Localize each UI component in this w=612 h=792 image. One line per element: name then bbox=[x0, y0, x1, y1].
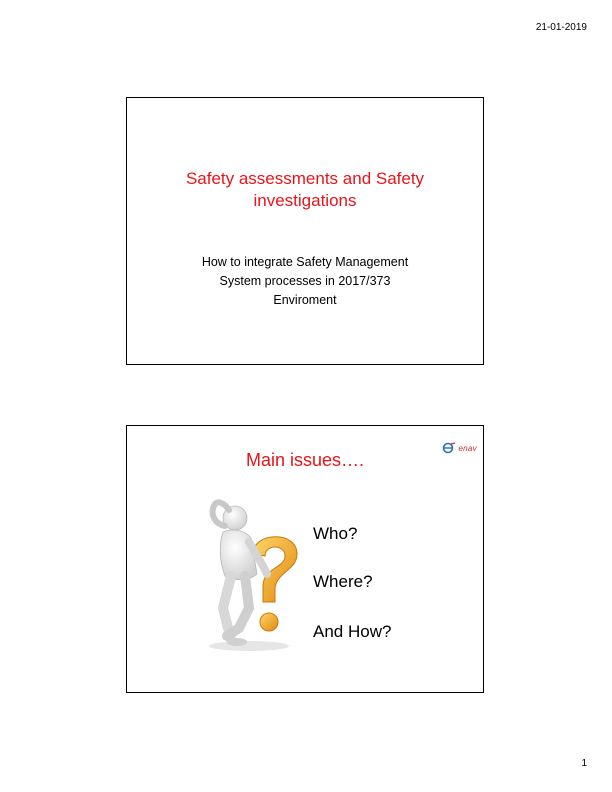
page-number: 1 bbox=[581, 758, 587, 769]
slide-1-subtitle-line-2: System processes in 2017/373 bbox=[219, 274, 391, 288]
enav-logo-icon bbox=[442, 442, 456, 454]
slide-2 bbox=[126, 425, 484, 693]
slide-1-subtitle bbox=[127, 253, 483, 310]
header-date: 21-01-2019 bbox=[535, 22, 587, 33]
slide-1-subtitle-line-1: How to integrate Safety Management bbox=[201, 255, 409, 269]
slide-1-title-line-1: Safety assessments and Safety bbox=[185, 169, 425, 188]
enav-logo bbox=[442, 441, 477, 455]
slide-2-title: Main issues…. bbox=[245, 450, 365, 470]
question-and-how: And How? bbox=[313, 622, 392, 641]
person-with-question-mark-icon bbox=[201, 496, 313, 656]
slide-1-subtitle-line-3: Enviroment bbox=[273, 293, 337, 307]
slide-1 bbox=[126, 97, 484, 365]
question-who: Who? bbox=[313, 524, 358, 543]
question-where: Where? bbox=[313, 572, 373, 591]
slide-1-title bbox=[127, 168, 483, 212]
slide-1-title-line-2: investigations bbox=[253, 191, 357, 210]
enav-logo-text: enav bbox=[458, 443, 477, 453]
